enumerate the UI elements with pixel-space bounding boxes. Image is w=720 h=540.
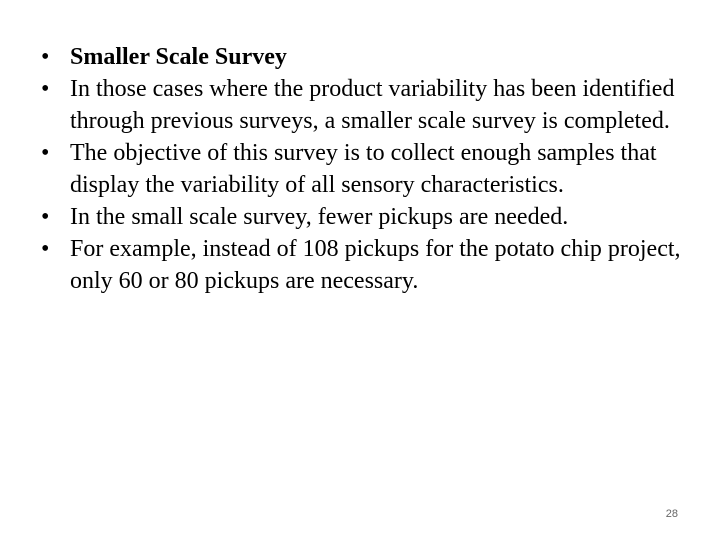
bullet-item (41, 73, 681, 137)
bullet-text: Smaller Scale Survey (70, 44, 287, 70)
bullet-text: In the small scale survey, fewer pickups are needed. (70, 204, 569, 230)
bullet-item (41, 201, 681, 233)
bullet-text: For example, instead of 108 pickups for the potato chip project, only 60 or 80 pickups are necessary. (70, 236, 681, 294)
bullet-icon: • (41, 236, 50, 262)
bullet-icon: • (41, 76, 50, 102)
bullet-text: The objective of this survey is to collect enough samples that display the variability of all sensory characteristics. (70, 140, 657, 198)
bullet-text: In those cases where the product variability has been identified through previous surveys, a smaller scale survey is completed. (70, 76, 675, 134)
bullet-item (41, 233, 681, 297)
bullet-item (41, 137, 681, 201)
bullet-icon: • (41, 44, 50, 70)
bullet-list (41, 41, 681, 297)
page-number: 28 (665, 508, 678, 520)
bullet-icon: • (41, 204, 50, 230)
bullet-item-title (41, 41, 681, 73)
bullet-icon: • (41, 140, 50, 166)
